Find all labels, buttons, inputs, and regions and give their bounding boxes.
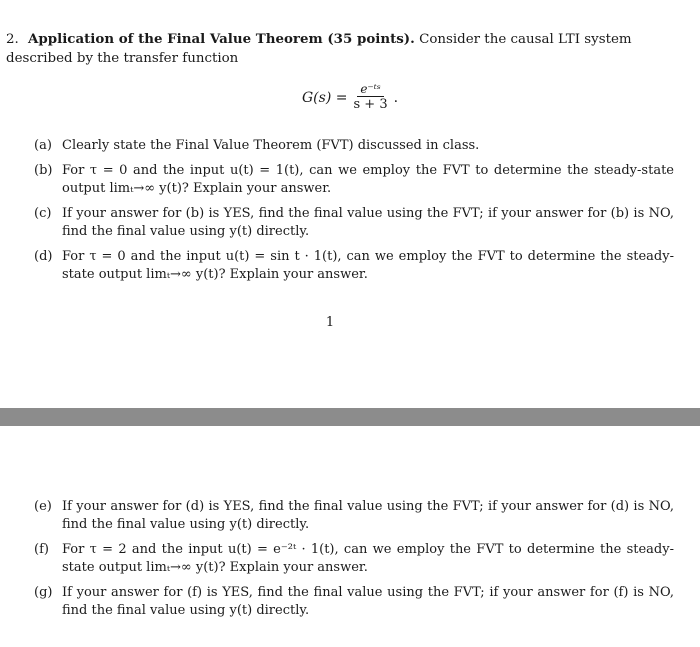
question-item (34, 584, 674, 620)
question-item (34, 137, 674, 155)
problem-number: 2. (6, 32, 19, 47)
formula-period: . (393, 89, 399, 106)
problem-intro: Consider the causal LTI system described by the transfer function (6, 32, 632, 66)
question-text: If your answer for (b) is YES, find the final value using the FVT; if your answer for (b) is NO, find the final value using y(t) directly. (62, 206, 674, 239)
page-number: 1 (325, 315, 335, 330)
question-text: Clearly state the Final Value Theorem (FVT) discussed in class. (62, 138, 480, 153)
question-list-bottom (34, 498, 674, 627)
question-list-top (34, 137, 674, 291)
formula-lhs: G(s) = (302, 89, 348, 106)
question-text: For τ = 0 and the input u(t) = 1(t), can we employ the FVT to determine the steady-state output limₜ→∞ y(t)? Explain your answer. (62, 163, 674, 196)
question-label: (e) (34, 499, 52, 514)
question-label: (b) (34, 163, 53, 178)
question-text: If your answer for (f) is YES, find the final value using the FVT; if your answer for (f) is NO, find the final value using y(t) directly. (62, 585, 674, 618)
problem-title: Application of the Final Value Theorem (35 points). (28, 31, 415, 47)
question-text: If your answer for (d) is YES, find the final value using the FVT; if your answer for (d) is NO, find the final value using y(t) directly. (62, 499, 674, 532)
question-text: For τ = 0 and the input u(t) = sin t · 1(t), can we employ the FVT to determine the steady-state output limₜ→∞ y(t)? Explain your answer. (62, 249, 674, 282)
question-label: (g) (34, 585, 53, 600)
question-item (34, 541, 674, 577)
formula-numerator: e⁻ᵗˢ (357, 82, 383, 97)
formula-fraction (350, 82, 390, 113)
formula-denominator: s + 3 (353, 97, 388, 112)
question-item (34, 162, 674, 198)
page-divider (0, 408, 700, 426)
question-label: (c) (34, 206, 52, 221)
question-item (34, 248, 674, 284)
question-label: (d) (34, 249, 53, 264)
transfer-function-formula (302, 82, 398, 113)
problem-statement (6, 30, 672, 68)
question-item (34, 205, 674, 241)
question-label: (f) (34, 542, 49, 557)
question-label: (a) (34, 138, 52, 153)
question-item (34, 498, 674, 534)
question-text: For τ = 2 and the input u(t) = e⁻²ᵗ · 1(t), can we employ the FVT to determine the steady-state output limₜ→∞ y(t)? Explain your answer. (62, 542, 674, 575)
